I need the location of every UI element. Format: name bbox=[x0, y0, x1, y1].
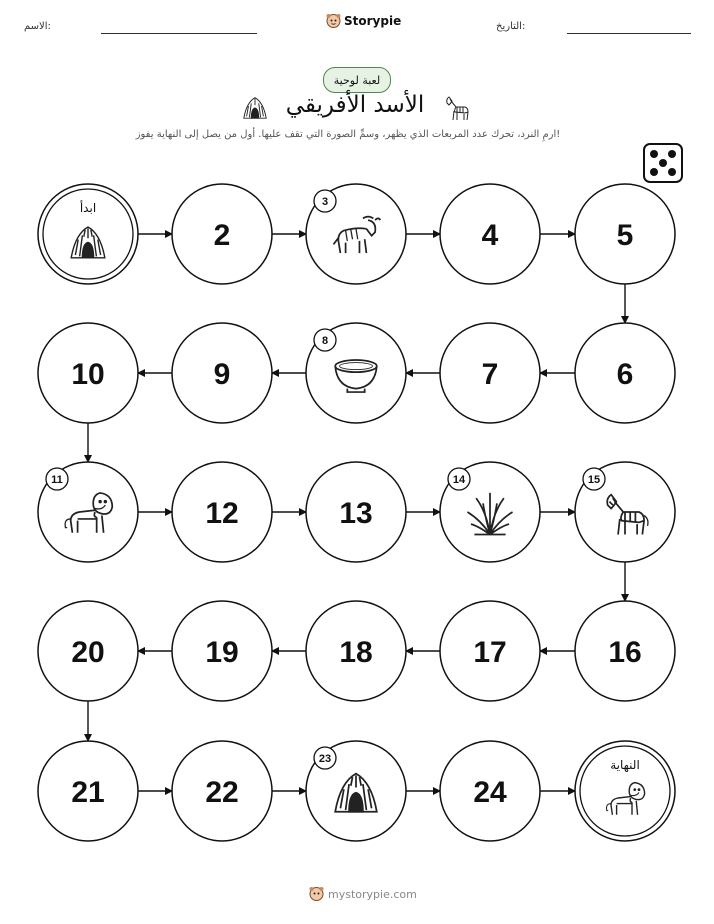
page-title: الأسد الأفريقي bbox=[285, 92, 425, 118]
board-cell-10[interactable] bbox=[38, 323, 138, 423]
storypie-mascot-icon bbox=[309, 886, 324, 902]
cell-number: 7 bbox=[481, 358, 499, 391]
cell-circle bbox=[575, 741, 675, 841]
cell-number: 21 bbox=[71, 776, 105, 809]
board-cell-3[interactable] bbox=[306, 184, 406, 284]
board-cell-15[interactable] bbox=[575, 462, 675, 562]
board-game-badge: لعبة لوحية bbox=[323, 67, 391, 93]
board-cell-9[interactable] bbox=[172, 323, 272, 423]
cell-number: 9 bbox=[213, 358, 231, 391]
board-cell-23[interactable] bbox=[306, 741, 406, 841]
cell-number: 19 bbox=[205, 636, 239, 669]
end-label: النهاية bbox=[610, 758, 640, 772]
board-cell-11[interactable] bbox=[38, 462, 138, 562]
board-cell-1[interactable] bbox=[38, 184, 138, 284]
cell-number: 24 bbox=[473, 776, 507, 809]
board-cell-7[interactable] bbox=[440, 323, 540, 423]
name-label: الاسم: bbox=[24, 21, 51, 32]
board-cell-20[interactable] bbox=[38, 601, 138, 701]
cell-number: 4 bbox=[481, 219, 499, 252]
cell-number: 13 bbox=[339, 497, 373, 530]
cell-number: 10 bbox=[71, 358, 105, 391]
board-cell-4[interactable] bbox=[440, 184, 540, 284]
board-cell-16[interactable] bbox=[575, 601, 675, 701]
cell-number: 17 bbox=[473, 636, 507, 669]
date-label: التاريخ: bbox=[496, 21, 526, 32]
footer bbox=[309, 886, 417, 902]
board-cell-6[interactable] bbox=[575, 323, 675, 423]
instructions: ارمِ النرد، تحرك عدد المربعات الذي يظهر، وسمِّ الصورة التي تقف عليها. أول من يصل إلى النهاية يفوز! bbox=[135, 129, 561, 140]
board-cell-19[interactable] bbox=[172, 601, 272, 701]
cell-number: 16 bbox=[608, 636, 642, 669]
cell-number: 14 bbox=[452, 474, 466, 486]
cell-number: 2 bbox=[213, 219, 231, 252]
board-cells bbox=[38, 184, 675, 841]
board-cell-22[interactable] bbox=[172, 741, 272, 841]
board-cell-8[interactable] bbox=[306, 323, 406, 423]
cell-number: 18 bbox=[339, 636, 373, 669]
cell-number: 23 bbox=[318, 753, 332, 765]
cell-number: 20 bbox=[71, 636, 105, 669]
board-cell-24[interactable] bbox=[440, 741, 540, 841]
board-cell-21[interactable] bbox=[38, 741, 138, 841]
board-cell-13[interactable] bbox=[306, 462, 406, 562]
board-cell-2[interactable] bbox=[172, 184, 272, 284]
board-cell-5[interactable] bbox=[575, 184, 675, 284]
cell-number: 15 bbox=[587, 474, 601, 486]
brand-name: Storypie bbox=[344, 14, 402, 28]
footer-url: mystorypie.com bbox=[328, 887, 417, 901]
board-cell-12[interactable] bbox=[172, 462, 272, 562]
cell-number: 11 bbox=[51, 474, 63, 486]
board-cell-25[interactable] bbox=[575, 741, 675, 841]
board-cell-14[interactable] bbox=[440, 462, 540, 562]
cell-number: 12 bbox=[205, 497, 239, 530]
cell-number: 8 bbox=[321, 335, 329, 347]
board-cell-17[interactable] bbox=[440, 601, 540, 701]
start-label: ابدأ bbox=[79, 201, 97, 215]
board-cell-18[interactable] bbox=[306, 601, 406, 701]
cell-number: 22 bbox=[205, 776, 239, 809]
cell-number: 6 bbox=[616, 358, 634, 391]
cell-number: 3 bbox=[321, 196, 329, 208]
cell-number: 5 bbox=[616, 219, 634, 252]
